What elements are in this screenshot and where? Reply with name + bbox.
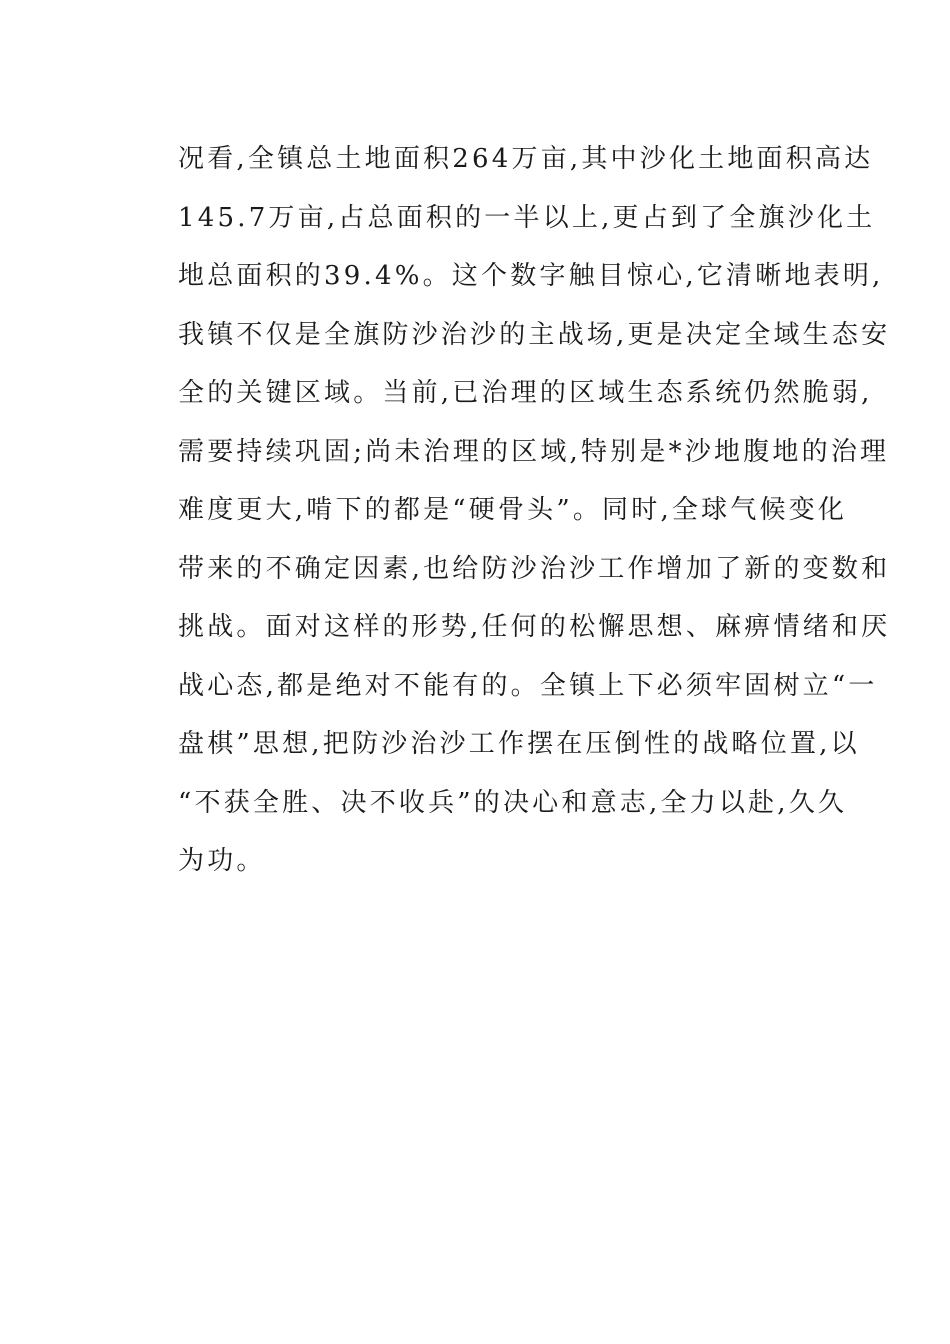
paragraph-line-3: 地总面积的39.4%。这个数字触目惊心,它清晰地表明, [178,261,884,291]
paragraph-line-2: 145.7万亩,占总面积的一半以上,更占到了全旗沙化土 [178,202,876,233]
paragraph-line-5: 全的关键区域。当前,已治理的区域生态系统仍然脆弱, [178,378,873,408]
paragraph-line-9: 挑战。面对这样的形势,任何的松懈思想、麻痹情绪和厌 [178,612,891,642]
paragraph-line-13: 为功。 [178,846,266,876]
body-paragraph [178,130,891,890]
paragraph-line-12: “不获全胜、决不收兵”的决心和意志,全力以赴,久久 [178,787,848,818]
paragraph-line-11: 盘棋”思想,把防沙治沙工作摆在压倒性的战略位置,以 [178,729,860,759]
paragraph-line-6: 需要持续巩固;尚未治理的区域,特别是*沙地腹地的治理 [178,436,890,467]
paragraph-line-7: 难度更大,啃下的都是“硬骨头”。同时,全球气候变化 [178,495,848,525]
paragraph-lines [178,130,891,890]
paragraph-line-8: 带来的不确定因素,也给防沙治沙工作增加了新的变数和 [178,553,891,584]
paragraph-line-1: 况看,全镇总土地面积264万亩,其中沙化土地面积高达 [178,144,874,174]
paragraph-line-10: 战心态,都是绝对不能有的。全镇上下必须牢固树立“一 [178,670,878,701]
paragraph-line-4: 我镇不仅是全旗防沙治沙的主战场,更是决定全域生态安 [178,319,891,350]
